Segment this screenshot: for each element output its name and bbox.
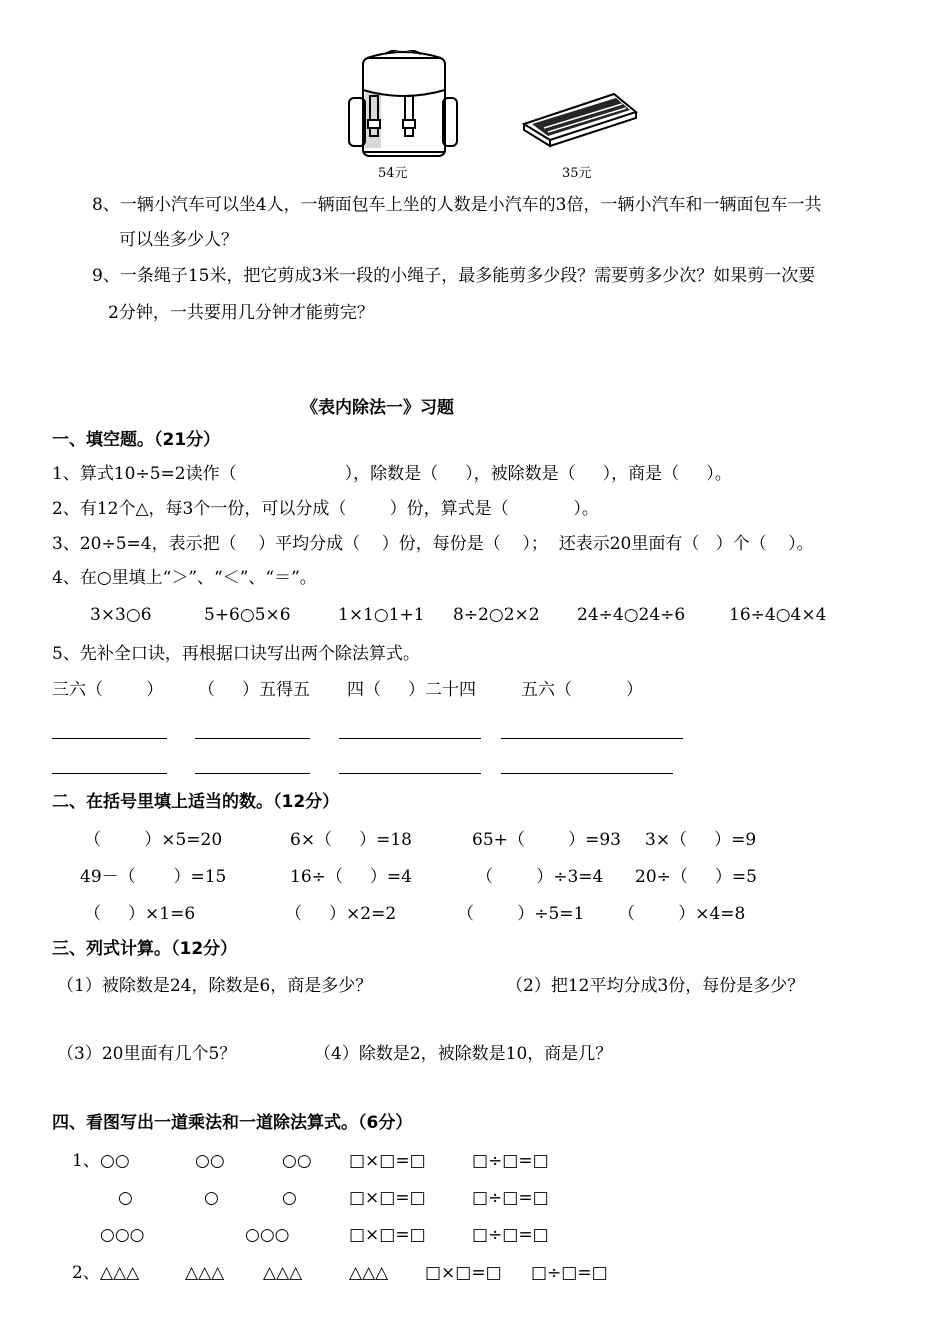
page-title: 《表内除法一》习题	[301, 398, 454, 418]
fill-item: （ ）÷3=4	[476, 867, 604, 887]
answer-line	[339, 773, 481, 774]
fill-item: （ ）÷5=1	[457, 904, 585, 924]
section4-heading: 四、看图写出一道乘法和一道除法算式。（6分）	[52, 1113, 413, 1133]
answer-line	[195, 773, 310, 774]
division-template: □÷□=□	[531, 1263, 608, 1283]
fill-item: （ ）×5=20	[84, 830, 223, 850]
fill-item: 20÷（ ）=5	[635, 867, 757, 887]
backpack-price: 54元	[378, 166, 408, 181]
multiplication-template: □×□=□	[349, 1225, 426, 1245]
calc-problem-1: （1）被除数是24，除数是6，商是多少？	[57, 976, 373, 996]
pencil-box-icon	[518, 88, 643, 148]
answer-line	[52, 773, 167, 774]
s1-question-3: 3、20÷5=4，表示把（ ）平均分成（ ）份，每份是（ ）； 还表示20里面有（ ）个（ ）。	[52, 534, 814, 554]
section2-heading: 二、在括号里填上适当的数。（12分）	[52, 792, 340, 812]
calc-problem-2: （2）把12平均分成3份，每份是多少？	[506, 976, 805, 996]
fill-item: （ ）×2=2	[285, 904, 397, 924]
fill-item: （ ）×1=6	[84, 904, 196, 924]
triangle-group: △△△	[100, 1263, 140, 1283]
answer-line	[501, 738, 683, 739]
fill-item: （ ）×4=8	[618, 904, 746, 924]
division-template: □÷□=□	[472, 1188, 549, 1208]
answer-line	[52, 738, 167, 739]
calc-problem-3: （3）20里面有几个5？	[57, 1044, 237, 1064]
s1-question-2: 2、有12个△，每3个一份，可以分成（ ）份，算式是（ ）。	[52, 499, 599, 519]
fill-item: 65+（ ）=93	[472, 830, 621, 850]
answer-line	[501, 773, 673, 774]
section3-heading: 三、列式计算。（12分）	[52, 939, 238, 959]
multiplication-template: □×□=□	[425, 1263, 502, 1283]
question-8-line2: 可以坐多少人？	[119, 230, 238, 250]
triangle-group: △△△	[263, 1263, 303, 1283]
multiplication-template: □×□=□	[349, 1188, 426, 1208]
answer-line	[339, 738, 481, 739]
rhyme-item: 四（ ）二十四	[347, 680, 477, 700]
division-template: □÷□=□	[472, 1151, 549, 1171]
group1-label: 1、	[72, 1151, 100, 1171]
fill-item: 16÷（ ）=4	[290, 867, 412, 887]
division-template: □÷□=□	[472, 1225, 549, 1245]
question-9-line1: 9、一条绳子15米，把它剪成3米一段的小绳子，最多能剪多少段？需要剪多少次？如果剪一次要	[92, 266, 816, 286]
backpack-icon	[345, 50, 460, 160]
fill-item: 6×（ ）=18	[290, 830, 412, 850]
circle-group: ○○○	[245, 1225, 290, 1245]
s1-question-5: 5、先补全口诀，再根据口诀写出两个除法算式。	[52, 644, 420, 664]
triangle-group: △△△	[185, 1263, 225, 1283]
pencil-box-price: 35元	[562, 166, 592, 181]
calc-problem-4: （4）除数是2，被除数是10，商是几？	[314, 1044, 613, 1064]
question-8-line1: 8、一辆小汽车可以坐4人，一辆面包车上坐的人数是小汽车的3倍，一辆小汽车和一辆面包车一共	[92, 195, 822, 215]
section1-heading: 一、填空题。（21分）	[52, 430, 221, 450]
rhyme-item: （ ）五得五	[198, 680, 311, 700]
compare-item: 8÷2○2×2	[453, 605, 540, 625]
rhyme-item: 五六（ ）	[521, 680, 644, 700]
fill-item: 49－（ ）=15	[80, 867, 227, 887]
fill-item: 3×（ ）=9	[645, 830, 757, 850]
circle-group: ○	[204, 1188, 219, 1208]
question-9-line2: 2分钟，一共要用几分钟才能剪完？	[108, 303, 374, 323]
circle-group: ○○	[195, 1151, 225, 1171]
circle-group: ○○○	[100, 1225, 145, 1245]
multiplication-template: □×□=□	[349, 1151, 426, 1171]
answer-line	[195, 738, 310, 739]
compare-item: 24÷4○24÷6	[577, 605, 686, 625]
triangle-group: △△△	[349, 1263, 389, 1283]
group2-label: 2、	[72, 1263, 100, 1283]
circle-group: ○	[282, 1188, 297, 1208]
circle-group: ○	[118, 1188, 133, 1208]
circle-group: ○○	[100, 1151, 130, 1171]
compare-item: 1×1○1+1	[338, 605, 425, 625]
compare-item: 5+6○5×6	[204, 605, 291, 625]
compare-item: 16÷4○4×4	[729, 605, 827, 625]
s1-question-4: 4、在○里填上“＞”、“＜”、“＝”。	[52, 568, 317, 588]
circle-group: ○○	[282, 1151, 312, 1171]
s1-question-1: 1、算式10÷5=2读作（ ），除数是（ ），被除数是（ ），商是（ ）。	[52, 464, 732, 484]
compare-item: 3×3○6	[90, 605, 152, 625]
rhyme-item: 三六（ ）	[52, 680, 164, 700]
